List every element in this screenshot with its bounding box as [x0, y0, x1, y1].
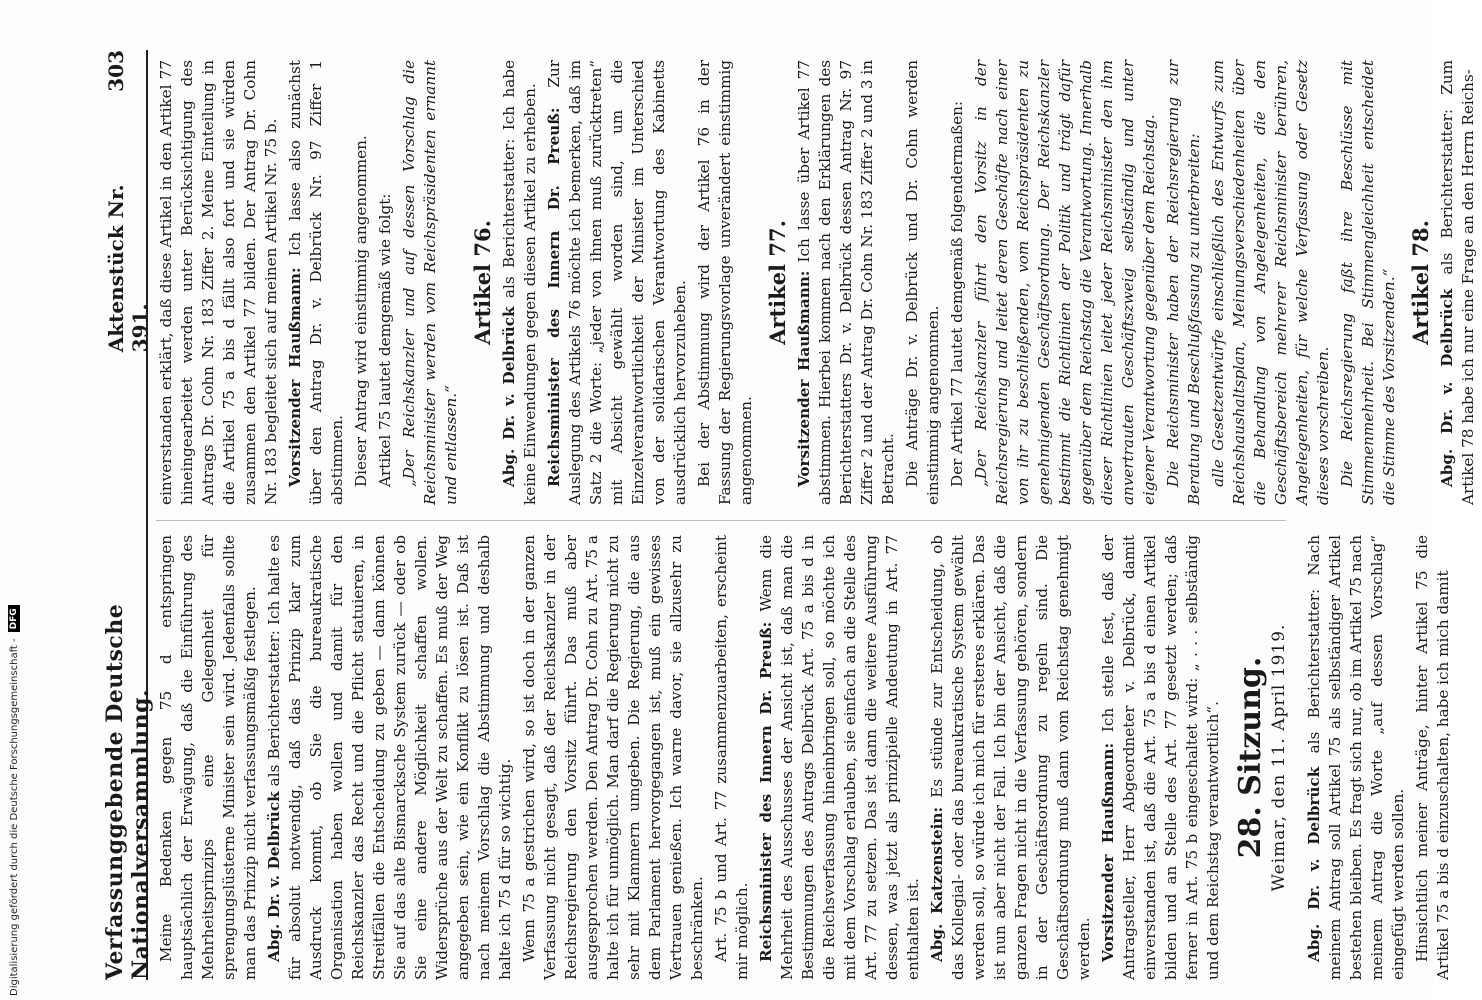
- quoted-article-text: [1337, 60, 1400, 505]
- paragraph-text: Zur Auslegung des Artikels 76 möchte ich bemerken, daß im Satz 2 die Worte: „jeder von ihnen muß zurücktreten“ mit Absicht gewählt worden sind, um die Einzelverantwortlichkeit der Minister im Unterschied von der solidarischen Verantwortung des Kabinetts ausdrücklich hervorzuheben.: [545, 59, 689, 505]
- speaker-name: Reichsminister des Innern Dr. Preuß:: [757, 621, 775, 962]
- paragraph: [156, 535, 261, 980]
- paragraph-text: Die Reichsminister haben der Reichsregierung zur Beratung und Beschlußfassung zu unterbreiten:: [1164, 60, 1203, 505]
- paragraph: [1412, 535, 1454, 980]
- paragraph-text: Der Artikel 77 lautet demgemäß folgendermaßen:: [948, 100, 966, 487]
- paragraph-text: Die Anträge Dr. v. Delbrück und Dr. Cohn werden einstimmig angenommen.: [903, 60, 942, 505]
- speaker-name: Abg. Katzenstein:: [928, 806, 946, 962]
- left-column: [156, 535, 1457, 980]
- session-heading: 28. Sitzung.: [1233, 656, 1268, 859]
- paragraph: [156, 60, 282, 505]
- paragraph: [285, 60, 348, 505]
- page-header: [102, 50, 154, 980]
- paragraph: [499, 60, 541, 505]
- paragraph-text: Artikel 75 lautet demgemäß wie folgt:: [376, 193, 394, 487]
- article-heading: Artikel 78.: [1408, 220, 1433, 345]
- speaker-name: Vorsitzender Haußmann:: [286, 267, 304, 487]
- article-heading: Artikel 77.: [765, 220, 790, 345]
- dfg-logo: DFG: [8, 605, 20, 632]
- paragraph-text: „Der Reichskanzler führt den Vorsitz in der Reichsregierung und leitet deren Geschäfte nach einer von ihr zu beschließenden, vom Reichspräsidenten zu genehmigenden Geschäftsordnung. Der Reichskanzler bestimmt die Richtlinien der Politik und trägt dafür gegenüber dem Reichstag die Verantwortung. Innerhalb dieser Richtlinien leitet jeder Reichsminister den ihm anvertrauten Geschäftszweig selbständig und unter eigener Verantwortung gegenüber dem Reichstag.: [972, 60, 1158, 505]
- column-divider: [156, 520, 1286, 521]
- digitization-footer: [8, 0, 20, 996]
- paragraph-text: Bei der Abstimmung wird der Artikel 76 in der Fassung der Regierungsvorlage unverändert einstimmig angenommen.: [695, 60, 755, 505]
- speaker-name: Abg. Dr. v. Delbrück: [1305, 766, 1323, 962]
- quoted-article-text: [399, 60, 462, 505]
- speaker-name: Reichsminister des Innern Dr. Preuß:: [545, 107, 563, 487]
- quoted-article-text: [971, 60, 1160, 505]
- paragraph-text: Es stünde zur Entscheidung, ob das Kollegial- oder das bureaukratische System gewählt werden soll, so würde ich mich für ersteres erklären. Das ist nun aber nicht der Fall. Ich bin der Ansicht, daß die ganzen Fragen nicht in die Verfassung gehören, sondern in der Geschäftsordnung zu regeln sind. Die Geschäftsordnung muß dann vom Reichstag genehmigt werden.: [928, 535, 1093, 980]
- paragraph-text: Hinsichtlich meiner Anträge, hinter Artikel 75 die Artikel 75 a bis d einzuschalten, habe ich mich damit: [1413, 535, 1452, 980]
- speaker-name: Abg. Dr. v. Delbrück: [500, 306, 518, 487]
- paragraph: [375, 60, 396, 505]
- paragraph-text: Ich lasse über Artikel 77 abstimmen. Hierbei kommen nach den Erklärungen des Berichterstatters Dr. v. Delbrück dessen Antrag Nr. 97 Ziffer 2 und der Antrag Dr. Cohn Nr. 183 Ziffer 2 und 3 in Betracht.: [795, 60, 897, 505]
- paragraph-text: als Berichterstatter: Ich halte es für absolut notwendig, daß das Prinzip klar zum Ausdruck kommt, ob Sie die bureaukratische Organisation haben wollen und damit für den Reichskanzler das Recht und die Pflicht statuieren, in Streitfällen die Entscheidung zu geben — dann können Sie auf das alte Bismarcksche System zurück — oder ob Sie eine andere Möglichkeit schaffen wollen. Widersprüche aus der Welt zu schaffen. Es muß der Weg angegeben sein, wie ein Konflikt zu lösen ist. Daß ist nach meinem Vorschlag die Abstimmung und deshalb halte ich 75 d für so wichtig.: [265, 535, 514, 980]
- speaker-name: Vorsitzender Haußmann:: [1099, 742, 1117, 962]
- paragraph-text: Wenn die Mehrheit des Ausschusses der Ansicht ist, daß man die Bestimmungen des Antrags Delbrück Art. 75 a bis d in die Reichsverfassung hineinbringen soll, so möchte ich mit dem Vorschlag erlauben, sie einfach an die Stelle des Art. 77 zu setzen. Das ist dann die weitere Ausführung dessen, was jetzt als prinzipielle Andeutung in Art. 77 enthalten ist.: [757, 535, 922, 980]
- speaker-name: Vorsitzender Haußmann:: [795, 270, 813, 487]
- paragraph-text: Ich lasse also zunächst über den Antrag Dr. v. Delbrück Nr. 97 Ziffer 1 abstimmen.: [286, 60, 346, 505]
- header-title: Verfassunggebende Deutsche Nationalversammlung.: [102, 603, 154, 980]
- footer-text: Digitalisierung gefördert durch die Deutsche Forschungsgemeinschaft -: [8, 638, 20, 996]
- paragraph-text: Dieser Antrag wird einstimmig angenommen.: [352, 135, 370, 487]
- paragraph-text: Art. 75 b und Art. 77 zusammenzuarbeiten, erscheint mir möglich.: [712, 535, 751, 980]
- paragraph-text: „Der Reichskanzler und auf dessen Vorschlag die Reichsminister werden vom Reichspräsidenten ernannt und entlassen.“: [400, 60, 460, 505]
- speaker-name: Abg. Dr. v. Delbrück: [265, 791, 283, 962]
- quoted-article-text: [1163, 60, 1205, 505]
- page-number: 303: [104, 50, 128, 92]
- paragraph-text: Ich stelle fest, daß der Antragsteller, Herr Abgeordneter v. Delbrück, damit einverstanden ist, daß die Art. 75 a bis d einen Artikel bilden und an Stelle des Art. 77 gesetzt werden; daß ferner in Art. 75 b eingeschaltet wird: „ . . . selbständig und dem Reichstag verantwortlich“.: [1099, 535, 1222, 980]
- quoted-article-text: [1208, 60, 1334, 505]
- session-date: Weimar, den 11. April 1919.: [1269, 623, 1289, 892]
- paragraph-text: alle Gesetzentwürfe einschließlich des Entwurfs zum Reichshaushaltsplan, Meinungsverschiedenheiten über die Behandlung von Angelegenheiten, die den Geschäftsbereich mehrerer Reichsminister berühren, Angelegenheiten, für welche Verfassung oder Gesetz dieses vorschreiben.: [1209, 60, 1332, 505]
- paragraph: [544, 60, 691, 505]
- paragraph: [694, 60, 757, 505]
- paragraph-text: Die Reichsregierung faßt ihre Beschlüsse mit Stimmenmehrheit. Bei Stimmengleichheit entscheidet die Stimme des Vorsitzenden.“: [1338, 60, 1398, 505]
- paragraph: [947, 60, 968, 505]
- paragraph-text: Wenn 75 a gestrichen wird, so ist doch in der ganzen Verfassung nicht gesagt, daß der Reichskanzler in der Reichsregierung den Vorsitz führt. Das muß aber ausgesprochen werden. Den Antrag Dr. Cohn zu Art. 75 a halte ich für unmöglich. Man darf die Regierung nicht zu sehr mit Klammern umgeben. Die Regierung, die aus dem Parlament hervorgegangen ist, muß ein gewisses Vertrauen genießen. Ich warne davor, sie allzusehr zu beschränken.: [520, 535, 706, 980]
- paragraph: [351, 60, 372, 505]
- right-column: [156, 60, 1482, 505]
- paragraph: [1304, 535, 1409, 980]
- article-heading: Artikel 76.: [470, 220, 495, 345]
- paragraph: [1098, 535, 1224, 980]
- paragraph-text: als Berichterstatter: Nach meinem Antrag soll Artikel 75 als selbständiger Artikel bestehen bleiben. Es fragt sich nur, ob im Artikel 75 nach meinem Antrag die Worte „auf dessen Vorschlag“ eingefügt werden sollen.: [1305, 534, 1407, 980]
- paragraph: [264, 535, 516, 980]
- paragraph-text: einverstanden erklärt, daß diese Artikel in den Artikel 77 hineingearbeitet werden unter Berücksichtigung des Antrags Dr. Cohn Nr. 183 Ziffer 2. Meine Einteilung in die Artikel 75 a bis d fällt also fort und sie würden zusammen den Artikel 77 bilden. Der Antrag Dr. Cohn Nr. 183 begleitet sich auf meinen Artikel Nr. 75 b.: [157, 60, 280, 505]
- rotated-page: [102, 50, 1477, 980]
- paragraph-text: Meine Bedenken gegen 75 d entspringen hauptsächlich der Erwägung, daß die Einführung des Mehrheitsprinzips eine Gelegenheit für sprengungslüsterne Minister sein wird. Jedenfalls sollte man das Prinzip nicht verfassungsmäßig festlegen.: [157, 535, 259, 980]
- paragraph-text: als Berichterstatter: Ich habe keine Einwendungen gegen diesen Artikel zu erheben.: [500, 59, 539, 505]
- paragraph: [1437, 60, 1479, 505]
- speaker-name: Abg. Dr. v. Delbrück: [1438, 288, 1456, 487]
- paragraph: [519, 535, 708, 980]
- paragraph: [902, 60, 944, 505]
- paragraph: [927, 535, 1095, 980]
- paragraph-text: als Berichterstatter: Zum Artikel 78 habe ich nur eine Frage an den Herrn Reichs-: [1438, 60, 1477, 505]
- document-number: Aktenstück Nr. 391.: [104, 184, 152, 353]
- paragraph: [711, 535, 753, 980]
- paragraph: [794, 60, 899, 505]
- paragraph: [756, 535, 924, 980]
